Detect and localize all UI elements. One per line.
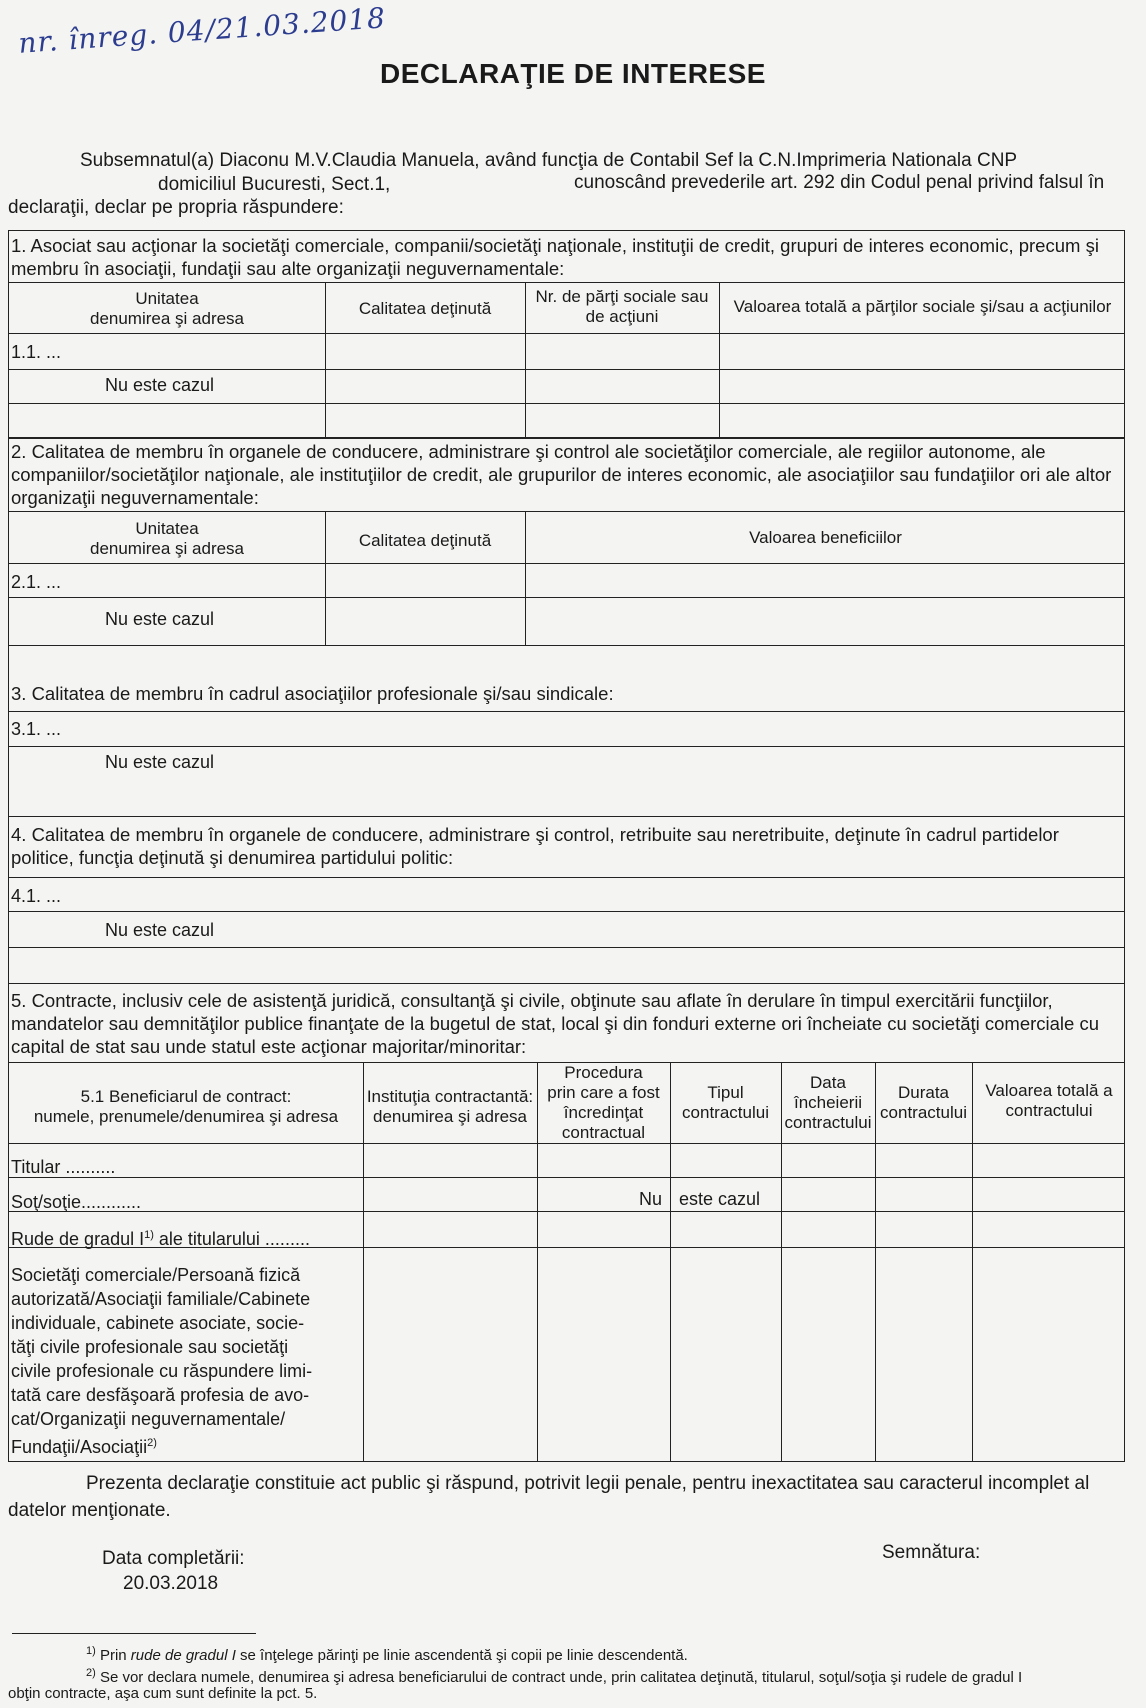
s2-row-label: 2.1. ... [11,572,62,592]
s5-col-duration: Durata contractului [880,1083,967,1122]
s5-col-beneficiary: 5.1 Beneficiarul de contract: numele, prenumele/denumirea şi adresa [33,1087,339,1126]
date-value: 20.03.2018 [123,1573,219,1594]
intro-line-2a: domiciliul Bucuresti, Sect.1, [158,174,391,195]
date-label: Data completării: [102,1548,245,1569]
s4-note: Nu este cazul [105,920,215,940]
s5-spouse-not-applicable: este cazul [679,1189,761,1209]
section-5-text: 5. Contracte, inclusiv cele de asistenţă juridică, consultanţă şi civile, obţinute sau aflate în derulare în timpul exercitării funcţiilor, mandatelor sau demnităţilor publice finanţate de la bugetul de stat, local şi din fonduri externe ori încheiate cu societăţi comerciale cu capital de stat sau unde statul este acţionar majoritar/minoritar: [11,990,1100,1057]
footnote-1: $^{1)}$ Prin rude de gradul I se înţelege părinţi pe linie ascendentă şi copii pe linie descendentă. [86,1645,688,1664]
s5-row-spouse: Soţ/soţie............ [11,1192,142,1212]
closing-line-1: Prezenta declaraţie constituie act public şi răspund, potrivit legii penale, pentru inexactitatea sau caracterul incomplet al [86,1473,1090,1494]
s1-col-quality: Calitatea deţinută [358,299,492,318]
s5-col-date: Data încheierii contractului [784,1073,872,1132]
closing-line-2: datelor menţionate. [8,1500,171,1521]
s2-col-unit: Unitatea denumirea şi adresa [89,519,245,558]
s5-row-relatives: Rude de gradul $I^{1)}$ ale titularului ......... [11,1229,310,1249]
intro-line-2b: cunoscând prevederile art. 292 din Codul penal privind falsul în [574,172,1105,193]
s2-col-benefits: Valoarea beneficiilor [749,528,902,547]
intro-line-1: Subsemnatul(a) Diaconu M.V.Claudia Manuela, având funcţia de Contabil Sef la C.N.Imprimeria Nationala CNP [80,150,1018,171]
s1-row-label: 1.1. ... [11,342,62,362]
s3-row-label: 3.1. ... [11,719,62,739]
s5-col-type: Tipul contractului [682,1083,769,1122]
footnote-divider [12,1633,256,1634]
s1-col-shares: Nr. de părţi sociale sau de acţiuni [535,287,709,326]
s1-col-value: Valoarea totală a părţilor sociale şi/sau a acţiunilor [733,297,1112,316]
section-1-text: 1. Asociat sau acţionar la societăţi comerciale, companii/societăţi naţionale, instituţii de credit, grupuri de interes economic, precum şi membru în asociaţii, fundaţii sau alte organizaţii neguvernamentale: [11,235,1099,279]
s2-note: Nu este cazul [105,609,215,629]
signature-label: Semnătura: [882,1542,981,1563]
s1-col-unit: Unitatea denumirea şi adresa [89,289,245,328]
page-title: DECLARAŢIE DE INTERESE [380,58,766,89]
registration-note: nr. înreg. 04/21.03.2018 [17,1,387,60]
footnote-2-cont: obţin contracte, aşa cum sunt definite la pct. 5. [8,1685,318,1702]
s5-col-procedure: Procedura prin care a fost încredinţat contractual [547,1063,660,1142]
s5-col-value: Valoarea totală a contractului [985,1081,1113,1120]
s1-note: Nu este cazul [105,375,215,395]
s4-row-label: 4.1. ... [11,886,62,906]
s2-col-quality: Calitatea deţinută [358,531,492,550]
section-2-text: 2. Calitatea de membru în organele de conducere, administrare şi control ale societăţilor comerciale, ale regiilor autonome, ale companiilor/societăţilor naţionale, ale instituţiilor de credit, ale grupurilor de interes economic, ale asociaţiilor sau fundaţiilor ori ale altor organizaţii neguvernamentale: [11,441,1112,508]
s3-note: Nu este cazul [105,752,215,772]
section-4-text: 4. Calitatea de membru în organele de conducere, administrare şi control, retribuite sau neretribuite, deţinute în cadrul partidelor politice, funcţia deţinută şi denumirea partidului politic: [11,824,1059,868]
s5-row-titular: Titular .......... [11,1157,116,1177]
section-3-text: 3. Calitatea de membru în cadrul asociaţiilor profesionale şi/sau sindicale: [11,683,614,704]
footnote-2: $^{2)}$ Se vor declara numele, denumirea şi adresa beneficiarului de contract unde, prin calitatea deţinută, titularul, soţul/soţia şi rudele de gradul I [86,1667,1023,1686]
s5-col-institution: Instituţia contractantă: denumirea şi adresa [366,1087,534,1126]
s5-row-entities: Societăţi comerciale/Persoană fizică autorizată/Asociaţii familiale/Cabinete individuale, cabinete asociate, socie- tăţi civile profesionale sau societăţi civile profesionale cu răspundere limi- tată care desfăşoară profesia de avo- cat/Organizaţii neguvernamentale/ Fundaţii/Asociaţii$^{2)}$ [11,1265,313,1457]
s5-spouse-nu: Nu [639,1189,663,1209]
intro-line-3: declaraţii, declar pe propria răspundere: [8,197,344,218]
declaration-form [8,230,1125,1462]
